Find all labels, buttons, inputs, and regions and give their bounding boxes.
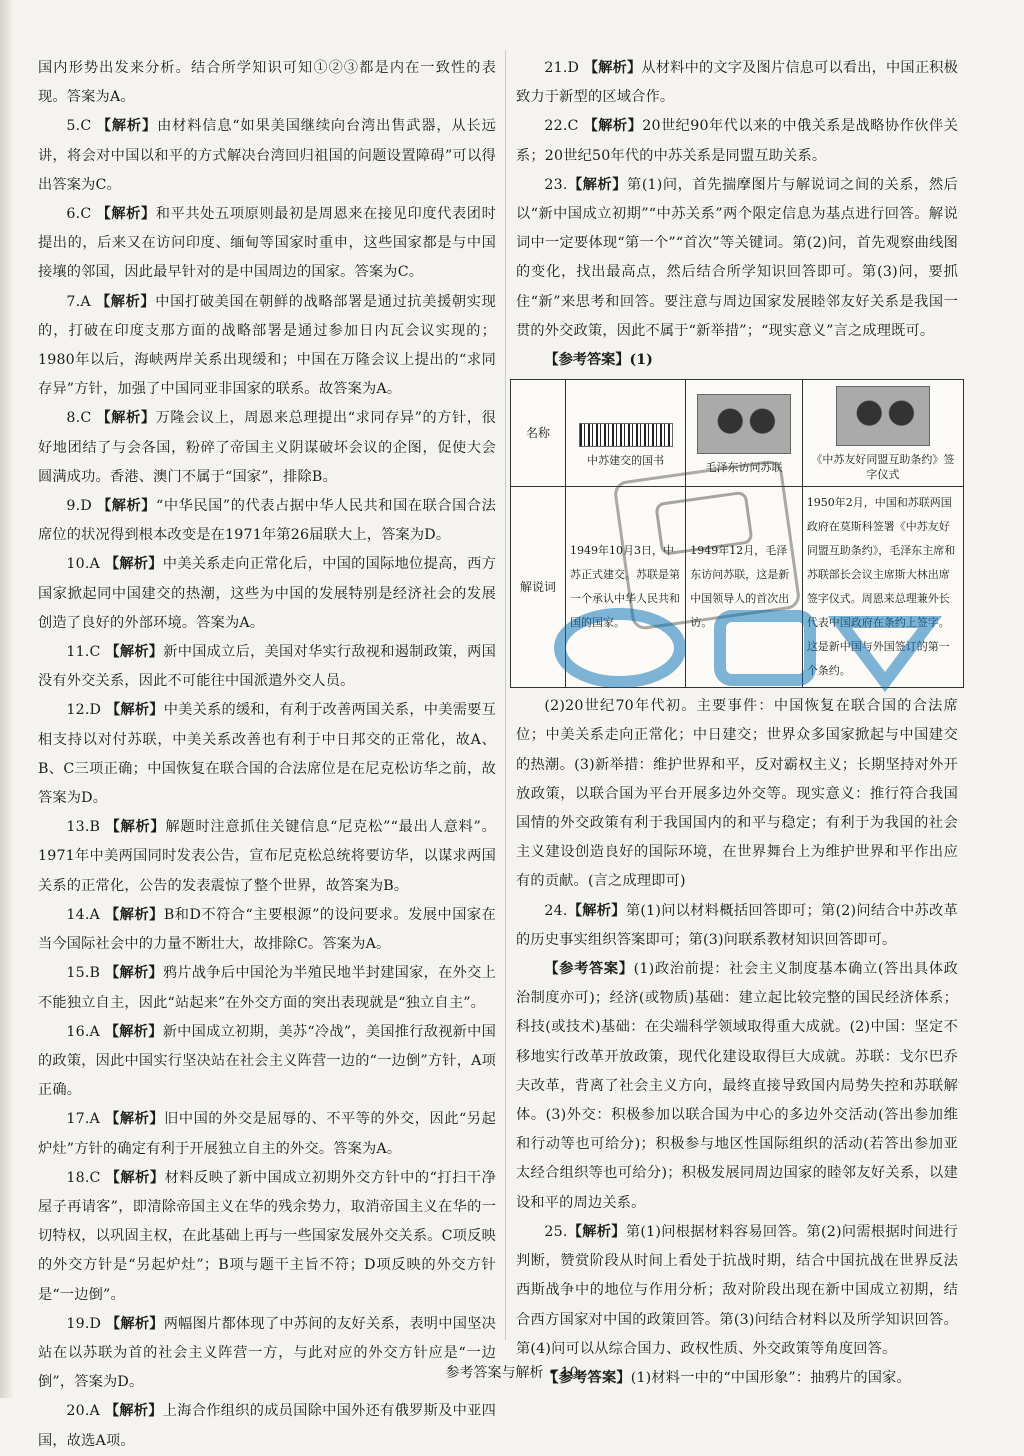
answer-para-14: 14.A 【解析】B和D不符合“主要根源”的设问要求。发展中国家在当今国际社会中的力量不断壮大，故排除C。答案为A。 xyxy=(38,906,496,953)
table-caption-2: 毛泽东访问苏联 xyxy=(705,460,783,474)
answer-para-11: 11.C 【解析】新中国成立后，美国对华实行敌视和遏制政策，两国没有外交关系，因此不可能往中国派遣外交人员。 xyxy=(38,644,496,690)
answer-para-4-tail: 国内形势出发来分析。结合所学知识可知①②③都是内在一致性的表现。答案为A。 xyxy=(38,60,496,106)
table-desc-1: 1949年10月3日，中苏正式建交。苏联是第一个承认中华人民共和国的国家。 xyxy=(566,487,686,688)
answer-para-21: 21.D 【解析】从材料中的文字及图片信息可以看出，中国正积极致力于新型的区域合作。 xyxy=(516,60,958,106)
stamp-graphic-icon xyxy=(650,487,757,560)
watermark-logo xyxy=(500,602,960,694)
answer-para-16: 16.A 【解析】新中国成立初期，美苏“冷战”，美国推行敌视新中国的政策，因此中国实行坚决站在社会主义阵营一边的“一边倒”方针，A项正确。 xyxy=(38,1023,496,1099)
right-column xyxy=(516,54,958,1393)
table-cell-pic-3 xyxy=(802,380,963,487)
answer-para-24-ref: 【参考答案】(1)政治前提：社会主义制度基本确立(答出具体政治制度亦可)；经济(或物质)基础：建立起比较完整的国民经济体系；科技(或技术)基础：在尖端科学领域取得重大成就。(2)中国：坚定不移地实行改革开放政策，现代化建设取得巨大成就。苏联：戈尔巴乔夫改革，背离了社会主义方向，最终直接导致国内局势失控和苏联解体。(3)外交：积极参加以联合国为中心的多边外交活动(答出参加维和行动等也可给分)；积极参与地区性国际组织的活动(若答出参加亚太经合组织等也可给分)；积极发展同周边国家的睦邻友好关系，以建设和平的周边关系。 xyxy=(516,961,959,1211)
answer-para-5: 5.C 【解析】由材料信息“如果美国继续向台湾出售武器，从长远讲，将会对中国以和平的方式解决台湾回归祖国的问题设置障碍”可以得出答案为C。 xyxy=(38,118,496,193)
answer-para-7: 7.A 【解析】中国打破美国在朝鲜的战略部署是通过抗美援朝实现的，打破在印度支那方面的战略部署是通过参加日内瓦会议实现的；1980年以后，海峡两岸关系出现缓和；中国在万隆会议上提出的“求同存异”方针，加强了中国同亚非国家的联系。故答案为A。 xyxy=(38,293,496,398)
answer-para-9: 9.D 【解析】“中华民国”的代表占据中华人民共和国在联合国合法席位的状况得到根本改变是在1971年第26届联大上，答案为D。 xyxy=(38,498,497,544)
answer-title: 【参考答案】(1) xyxy=(544,352,653,369)
answer-para-8: 8.C 【解析】万隆会议上，周恩来总理提出“求同存异”的方针，很好地团结了与会各国，粉碎了帝国主义阴谋破坏会议的企图，促使大会圆满成功。香港、澳门不属于“国家”，排除B。 xyxy=(38,410,496,485)
left-column xyxy=(38,54,496,1456)
national-letter-image xyxy=(579,423,673,447)
watermark-graphic-icon xyxy=(500,602,960,694)
answer-para-12: 12.D 【解析】中美关系的缓和，有利于改善两国关系，中美需要互相支持以对付苏联，中美关系改善也有利于中日邦交的正常化，故A、B、C三项正确；中国恢复在联合国的合法席位是在尼克松访华之前，故答案为D。 xyxy=(38,702,496,807)
table-cell-pic-1 xyxy=(566,380,686,487)
answer-para-24: 24.【解析】第(1)问以材料概括回答即可；第(2)问结合中苏改革的历史事实组织答案即可；第(3)问联系教材知识回答即可。 xyxy=(516,902,958,948)
answer-para-17: 17.A 【解析】旧中国的外交是屈辱的、不平等的外交，因此“另起炉灶”方针的确定有利于开展独立自主的外交。答案为A。 xyxy=(38,1111,496,1157)
answer-para-25-ref: 【参考答案】(1)材料一中的“中国形象”：抽鸦片的国家。 xyxy=(544,1369,911,1386)
mao-visit-photo xyxy=(697,394,791,454)
answer-para-22: 22.C 【解析】20世纪90年代以来的中俄关系是战略协作伙伴关系；20世纪50年代的中苏关系是同盟互助关系。 xyxy=(516,118,958,164)
answer-para-18: 18.C 【解析】材料反映了新中国成立初期外交方针中的“打扫干净屋子再请客”，即清除帝国主义在华的残余势力，取消帝国主义在华的一切特权，以巩固主权，在此基础上再与一些国家发展外交关系。C项反映的外交方针是“另起炉灶”；B项与题干主旨不符；D项反映的外交方针是“一边倒”。 xyxy=(38,1169,496,1303)
answer-para-13: 13.B 【解析】解题时注意抓住关键信息“尼克松”“最出人意料”。1971年中美两国同时发表公告，宣布尼克松总统将要访华，以谋求两国关系的正常化，公告的发表震惊了整个世界，故答案为B。 xyxy=(38,819,496,894)
answer-para-25: 25.【解析】第(1)问根据材料容易回答。第(2)问需根据时间进行判断，赞赏阶段从时间上看处于抗战时期，结合中国抗战在世界反法西斯战争中的地位与作用分析；敌对阶段出现在新中国成立初期，结合西方国家对中国的政策回答。第(3)问结合材料以及所学知识回答。第(4)问可以从综合国力、政权性质、外交政策等角度回答。 xyxy=(516,1223,958,1357)
column-divider xyxy=(505,50,506,1340)
answer-para-19: 19.D 【解析】两幅图片都体现了中苏间的友好关系，表明中国坚决站在以苏联为首的社会主义阵营一方，与此对应的外交方针应是“一边倒”，答案为D。 xyxy=(38,1315,496,1391)
page-footer: 参考答案与解析 • 10 xyxy=(445,1365,579,1381)
table-caption-1: 中苏建交的国书 xyxy=(587,453,665,467)
answer-para-20: 20.A 【解析】上海合作组织的成员国除中国外还有俄罗斯及中亚四国，故选A项。 xyxy=(38,1403,496,1449)
scan-edge xyxy=(0,0,14,1398)
table-header-name: 名称 xyxy=(511,380,566,487)
table-desc-2: 1949年12月，毛泽东访问苏联，这是新中国领导人的首次出访。 xyxy=(686,487,803,688)
table-desc-3: 1950年2月，中国和苏联两国政府在莫斯科签署《中苏友好同盟互助条约》，毛泽东主席和苏联部长会议主席斯大林出席签字仪式。周恩来总理兼外长代表中国政府在条约上签字。这是新中国与外国签订的第一个条约。 xyxy=(802,487,963,688)
answer-para-6: 6.C 【解析】和平共处五项原则最初是周恩来在接见印度代表团时提出的，后来又在访问印度、缅甸等国家时重申，这些国家都是与中国接壤的邻国，因此最早针对的是中国周边的国家。答案为C。 xyxy=(38,206,496,281)
table-caption-3: 《中苏友好同盟互助条约》签字仪式 xyxy=(811,453,955,482)
treaty-signing-photo xyxy=(836,386,930,446)
answer-para-10: 10.A 【解析】中美关系走向正常化后，中国的国际地位提高，西方国家掀起同中国建交的热潮，这些为中国的发展特别是经济社会的发展创造了良好的外部环境。答案为A。 xyxy=(38,556,496,631)
answer-para-23: 23.【解析】第(1)问，首先揣摩图片与解说词之间的关系，然后以“新中国成立初期”“中苏关系”两个限定信息为基点进行回答。解说词中一定要体现“第一个”“首次”等关键词。第(2)问，首先观察曲线图的变化，找出最高点，然后结合所学知识回答即可。第(3)问，要抓住“新”来思考和回答。要注意与周边国家发展睦邻友好关系是我国一贯的外交政策，因此不属于“新举措”；“现实意义”言之成理既可。 xyxy=(516,176,958,339)
table-header-desc: 解说词 xyxy=(511,487,566,688)
answer-para-15: 15.B 【解析】鸦片战争后中国沦为半殖民地半封建国家，在外交上不能独立自主，因此“站起来”在外交方面的突出表现就是“独立自主”。 xyxy=(38,965,496,1011)
answer-para-23-cont: (2)20世纪70年代初。主要事件：中国恢复在联合国的合法席位；中美关系走向正常化；中日建交；世界众多国家掀起与中国建交的热潮。(3)新举措：维护世界和平，反对霸权主义；长期坚持对外开放政策，以联合国为平台开展多边外交等。现实意义：推行符合我国国情的外交政策有利于我国国内的和平与稳定；有利于为我国的社会主义建设创造良好的国际环境，在世界舞台上为维护世界和平作出应有的贡献。(言之成理即可) xyxy=(516,698,958,890)
